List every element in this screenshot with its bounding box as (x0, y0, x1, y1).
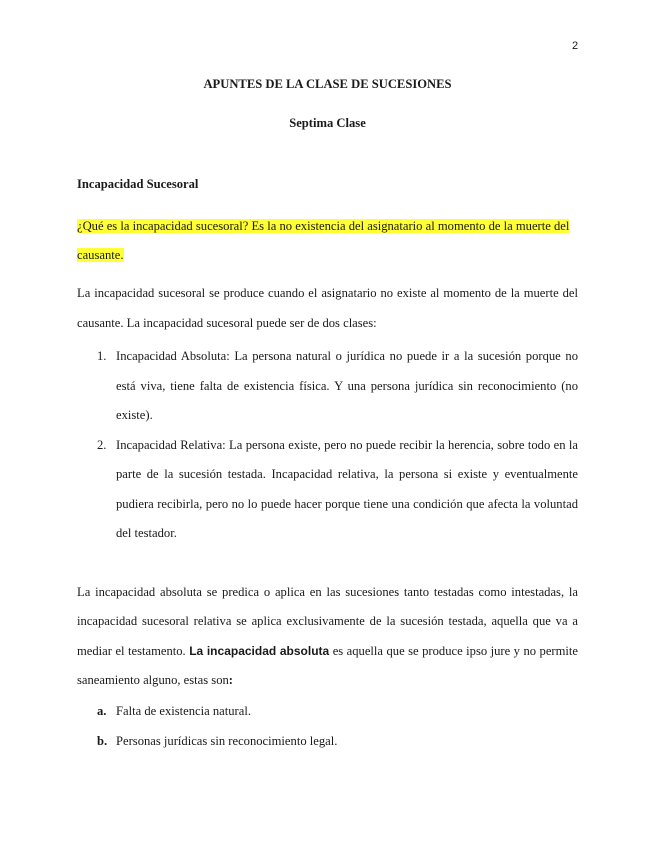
section-heading: Incapacidad Sucesoral (77, 177, 199, 191)
paragraph-tail: es aquella que se produce ipso jure y no permite saneamiento alguno, estas son (77, 643, 578, 687)
list-item-text: Personas jurídicas sin reconocimiento legal. (116, 733, 338, 748)
list-item-absoluta (77, 342, 578, 431)
paragraph-colon: : (228, 673, 233, 687)
paragraph-lead: La incapacidad absoluta se predica o aplica en las sucesiones tanto testadas como intestadas, la incapacidad sucesoral relativa se aplica exclusivamente de la sucesión testada, aquella que va a mediar el testamento. (77, 584, 578, 658)
highlighted-question: ¿Qué es la incapacidad sucesoral? Es la no existencia del asignatario al momento de la muerte del causante. (77, 219, 570, 262)
absolute-incapacity-paragraph (77, 578, 578, 696)
list-item-relativa (77, 431, 578, 549)
paragraph-bold-term: La incapacidad absoluta (189, 643, 330, 658)
document-body (77, 74, 578, 756)
document-title: APUNTES DE LA CLASE DE SUCESIONES (203, 77, 452, 91)
list-item-b (77, 726, 578, 756)
list-item-a (77, 696, 578, 726)
list-item-text: Incapacidad Relativa: La persona existe, pero no puede recibir la herencia, sobre todo en la parte de la sucesión testada. Incapacidad relativa, la persona si existe y eventualmente pudiera recibirla, pero no lo puede hacer porque tiene una condición que afecta la voluntad del testador. (116, 437, 578, 540)
intro-paragraph: La incapacidad sucesoral se produce cuando el asignatario no existe al momento de la muerte del causante. La incapacidad sucesoral puede ser de dos clases: (77, 286, 578, 330)
document-subtitle: Septima Clase (289, 116, 366, 130)
lettered-list (77, 696, 578, 756)
page-number: 2 (572, 40, 579, 52)
list-letter: b. (97, 733, 108, 748)
numbered-list (77, 342, 578, 549)
highlighted-question-paragraph (77, 212, 578, 270)
list-item-text: Falta de existencia natural. (116, 703, 251, 718)
list-item-text: Incapacidad Absoluta: La persona natural o jurídica no puede ir a la sucesión porque no está viva, tiene falta de existencia física. Y una persona jurídica sin reconocimiento (no existe). (116, 349, 578, 422)
list-letter: a. (97, 703, 107, 718)
list-number: 1. (97, 349, 107, 363)
list-number: 2. (97, 437, 107, 452)
